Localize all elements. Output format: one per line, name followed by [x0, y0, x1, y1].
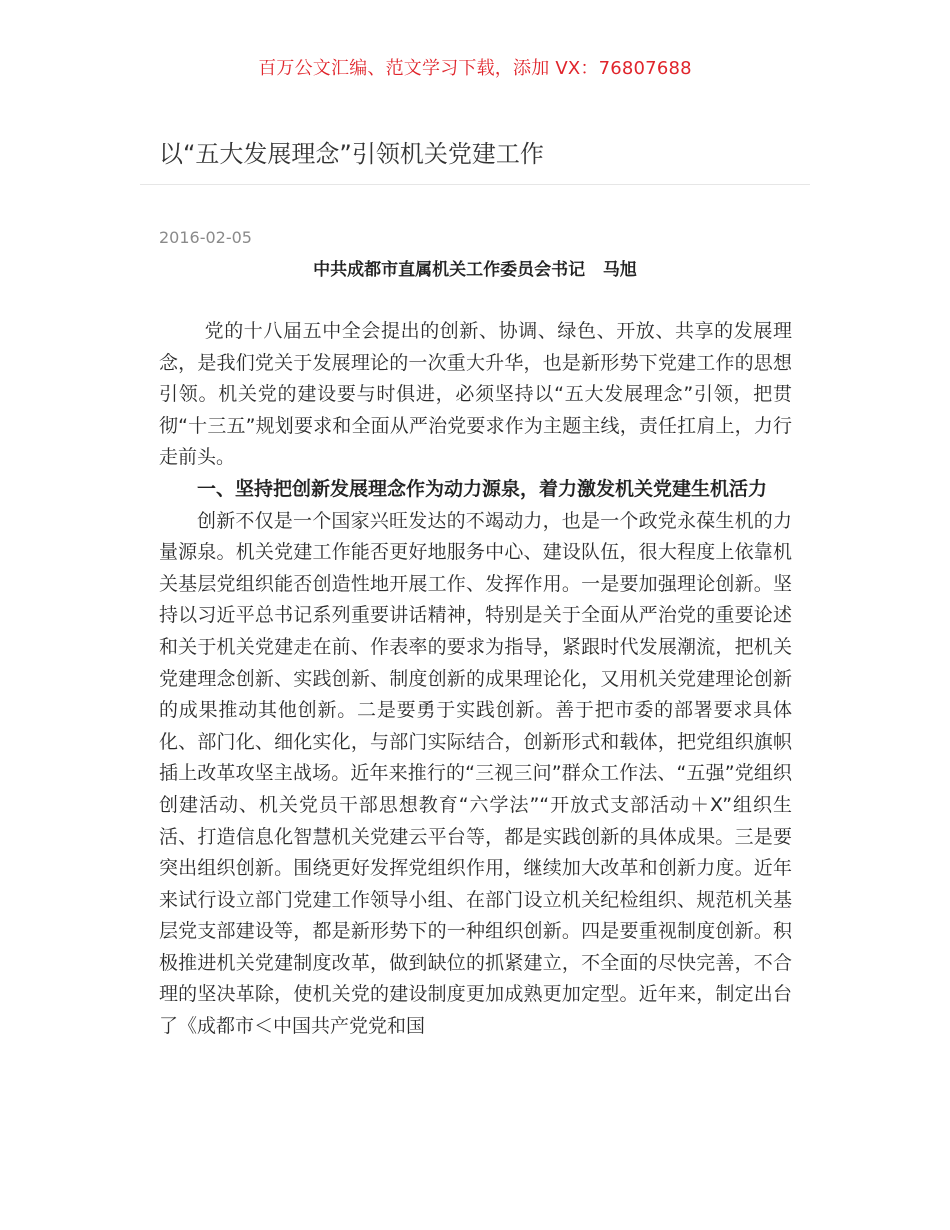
paragraph-intro: 党的十八届五中全会提出的创新、协调、绿色、开放、共享的发展理念，是我们党关于发展理论的一次重大升华，也是新形势下党建工作的思想引领。机关党的建设要与时俱进，必须坚持以“五大发展理念”引领，把贯彻“十三五”规划要求和全面从严治党要求作为主题主线，责任扛肩上，力行走前头。: [159, 320, 792, 469]
author-line: 中共成都市直属机关工作委员会书记 马旭: [313, 260, 637, 280]
title-divider: [140, 184, 810, 185]
header-banner: 百万公文汇编、范文学习下载，添加 VX：76807688: [258, 58, 692, 79]
publish-date: 2016-02-05: [159, 228, 252, 247]
article-body: [159, 316, 792, 1043]
article-title: 以“五大发展理念”引领机关党建工作: [159, 140, 544, 168]
section-heading-1: 一、坚持把创新发展理念作为动力源泉，着力激发机关党建生机活力: [197, 477, 768, 500]
paragraph-innovation: 创新不仅是一个国家兴旺发达的不竭动力，也是一个政党永葆生机的力量源泉。机关党建工作能否更好地服务中心、建设队伍，很大程度上依靠机关基层党组织能否创造性地开展工作、发挥作用。一是要加强理论创新。坚持以习近平总书记系列重要讲话精神，特别是关于全面从严治党的重要论述和关于机关党建走在前、作表率的要求为指导，紧跟时代发展潮流，把机关党建理念创新、实践创新、制度创新的成果理论化，又用机关党建理论创新的成果推动其他创新。二是要勇于实践创新。善于把市委的部署要求具体化、部门化、细化实化，与部门实际结合，创新形式和载体，把党组织旗帜插上改革攻坚主战场。近年来推行的“三视三问”群众工作法、“五强”党组织创建活动、机关党员干部思想教育“六学法”“开放式支部活动＋X”组织生活、打造信息化智慧机关党建云平台等，都是实践创新的具体成果。三是要突出组织创新。围绕更好发挥党组织作用，继续加大改革和创新力度。近年来试行设立部门党建工作领导小组、在部门设立机关纪检组织、规范机关基层党支部建设等，都是新形势下的一种组织创新。四是要重视制度创新。积极推进机关党建制度改革，做到缺位的抓紧建立，不全面的尽快完善，不合理的坚决革除，使机关党的建设制度更加成熟更加定型。近年来，制定出台了《成都市＜中国共产党党和国: [159, 509, 792, 1038]
